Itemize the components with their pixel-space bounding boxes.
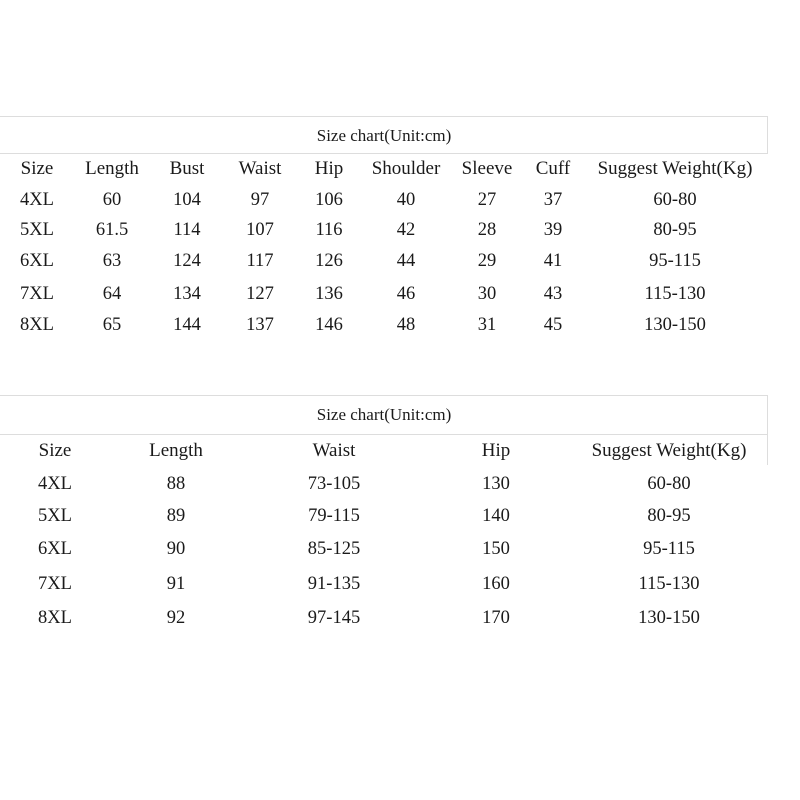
table-cell: 6XL [20,251,54,271]
table-cell: 130 [482,474,510,494]
column-header: Length [149,440,203,461]
table-cell: 37 [543,190,563,210]
table-cell: 4XL [20,190,54,210]
column-header: Cuff [535,158,571,179]
table-title: Size chart(Unit:cm) [316,405,452,424]
table-cell: 88 [166,474,186,494]
table-cell: 80-95 [647,506,691,526]
table-cell: 31 [477,315,497,335]
size-chart-table-bottom [0,395,768,655]
table-cell: 44 [396,251,416,271]
table-cell: 48 [396,315,416,335]
table-cell: 43 [543,284,563,304]
table-cell: 39 [543,220,563,240]
table-cell: 107 [246,220,274,240]
column-header: Hip [314,158,344,179]
table-cell: 80-95 [653,220,697,240]
table-cell: 114 [173,220,201,240]
table-cell: 91 [166,574,186,594]
table-cell: 144 [173,315,201,335]
table-cell: 170 [482,608,510,628]
table-cell: 95-115 [649,251,701,271]
table-cell: 46 [396,284,416,304]
table-cell: 136 [315,284,343,304]
table-cell: 89 [166,506,186,526]
table-cell: 95-115 [643,539,695,559]
table-cell: 60-80 [647,474,691,494]
table-cell: 5XL [20,220,54,240]
table-cell: 106 [315,190,343,210]
column-header: Suggest Weight(Kg) [597,158,753,179]
title-divider [0,153,768,154]
table-cell: 6XL [38,539,72,559]
table-cell: 73-105 [307,474,361,494]
table-cell: 130-150 [638,608,700,628]
table-cell: 85-125 [307,539,361,559]
size-chart-table-top [0,116,768,346]
table-cell: 97-145 [307,608,361,628]
table-cell: 115-130 [638,574,700,594]
table-cell: 160 [482,574,510,594]
table-top-border [0,116,768,117]
table-cell: 137 [246,315,274,335]
table-cell: 115-130 [644,284,706,304]
table-cell: 104 [173,190,201,210]
table-cell: 130-150 [644,315,706,335]
table-cell: 4XL [38,474,72,494]
column-header: Shoulder [371,158,441,179]
column-header: Hip [481,440,511,461]
table-cell: 30 [477,284,497,304]
table-cell: 116 [315,220,343,240]
table-cell: 60-80 [653,190,697,210]
column-header: Size [20,158,54,179]
table-cell: 117 [246,251,274,271]
table-cell: 126 [315,251,343,271]
table-top-border [0,395,768,396]
column-header: Waist [238,158,282,179]
table-cell: 5XL [38,506,72,526]
column-header: Size [38,440,72,461]
table-cell: 140 [482,506,510,526]
table-cell: 61.5 [95,220,129,240]
table-cell: 91-135 [307,574,361,594]
table-cell: 8XL [38,608,72,628]
table-cell: 150 [482,539,510,559]
table-cell: 124 [173,251,201,271]
table-title: Size chart(Unit:cm) [316,126,452,145]
table-cell: 134 [173,284,201,304]
table-cell: 127 [246,284,274,304]
table-cell: 42 [396,220,416,240]
column-header: Bust [169,158,205,179]
column-header: Waist [312,440,356,461]
table-cell: 97 [250,190,270,210]
table-cell: 7XL [20,284,54,304]
table-cell: 63 [102,251,122,271]
table-cell: 7XL [38,574,72,594]
column-header: Suggest Weight(Kg) [591,440,747,461]
table-cell: 90 [166,539,186,559]
table-cell: 146 [315,315,343,335]
table-cell: 64 [102,284,122,304]
table-cell: 41 [543,251,563,271]
column-header: Sleeve [461,158,513,179]
table-cell: 28 [477,220,497,240]
table-cell: 8XL [20,315,54,335]
table-cell: 92 [166,608,186,628]
table-cell: 65 [102,315,122,335]
table-cell: 27 [477,190,497,210]
title-divider [0,434,768,435]
table-cell: 79-115 [308,506,360,526]
table-cell: 45 [543,315,563,335]
table-cell: 60 [102,190,122,210]
table-cell: 29 [477,251,497,271]
column-header: Length [85,158,139,179]
table-cell: 40 [396,190,416,210]
